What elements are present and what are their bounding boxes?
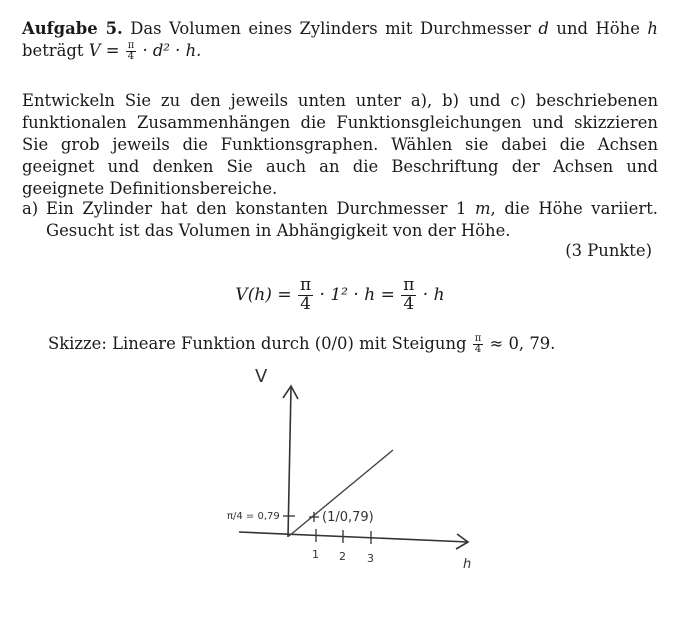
formula-middle: · 1² · h = (314, 284, 401, 305)
statement-text-2: und Höhe (548, 19, 648, 38)
volume-formula-rhs: · d² · h. (137, 41, 202, 60)
task-a-text-part-2: , die Höhe variiert. Gesucht ist das Volumen in Abhängigkeit von der Höhe. (46, 199, 658, 240)
fraction-numerator: π (127, 39, 135, 51)
slope-fraction (473, 334, 484, 356)
sketch-description-text-2: ≈ 0, 79. (484, 334, 556, 353)
task-a-label: a) (22, 199, 39, 218)
formula-end: · h (417, 284, 445, 305)
task-a (22, 198, 658, 242)
sketch-description (48, 333, 555, 356)
hand-drawn-sketch (225, 362, 485, 574)
fraction-denominator: 4 (403, 293, 415, 314)
var-h: h (647, 19, 658, 38)
statement-text-1: Das Volumen eines Zylinders mit Durchmesser (122, 19, 539, 38)
task-a-text-part-1: Ein Zylinder hat den konstanten Durchmesser 1 (46, 199, 475, 218)
instructions-paragraph: Entwickeln Sie zu den jeweils unten unter a), b) und c) beschriebenen funktionalen Zusammenhängen die Funktionsgleichungen und skizzieren Sie grob jeweils die Funktionsgraphen. Wählen sie dabei die Achsen geeignet und denken Sie auch an die Beschriftung der Achsen und geeignete Definitionsbereiche. (22, 91, 658, 198)
fraction-denominator: 4 (127, 51, 135, 62)
fraction-numerator: π (403, 275, 415, 295)
formula-fraction-1 (298, 277, 313, 314)
x-axis-label: h (463, 557, 472, 572)
fraction-denominator: 4 (300, 293, 311, 314)
point-label: (1/0,79) (322, 510, 374, 525)
x-tick-label-2: 2 (339, 550, 346, 563)
fraction-denominator: 4 (474, 344, 482, 355)
sketch-description-text-1: Skizze: Lineare Funktion durch (0/0) mit Steigung (48, 334, 472, 353)
statement-text-3: beträgt (22, 41, 89, 60)
formula-fraction-2 (401, 277, 416, 314)
var-d: d (538, 19, 549, 38)
exercise-title: Aufgabe 5. (22, 19, 123, 38)
fraction-numerator: π (299, 275, 312, 295)
y-axis (288, 388, 291, 537)
y-axis-label: V (255, 366, 268, 387)
points-label: (3 Punkte) (565, 241, 652, 260)
y-tick-label: π/4 = 0,79 (227, 511, 280, 522)
task-a-unit: m (474, 199, 491, 218)
volume-formula-fraction (126, 41, 137, 63)
x-tick-label-3: 3 (367, 552, 374, 565)
fraction-numerator: π (474, 332, 482, 344)
x-tick-label-1: 1 (312, 548, 319, 561)
volume-formula-lhs: V = (88, 41, 125, 60)
task-a-text (46, 198, 658, 242)
x-axis (239, 532, 468, 542)
exercise-statement (22, 18, 658, 63)
solution-formula (0, 277, 680, 321)
formula-lhs: V(h) = (235, 284, 297, 305)
